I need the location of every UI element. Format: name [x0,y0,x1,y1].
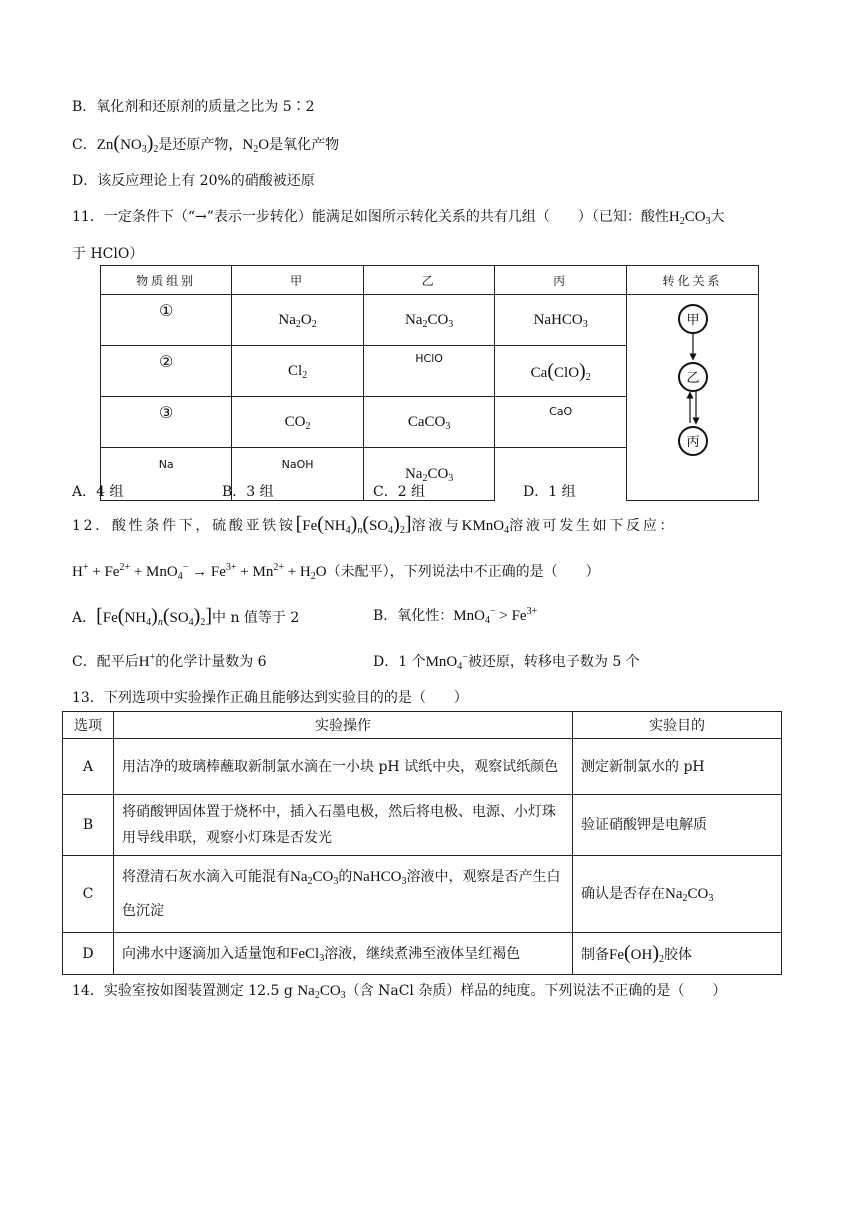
option-cell: D [63,933,114,975]
node-yi-label: 乙 [686,371,700,386]
q11-stem-cont: 于 HClO） [72,246,144,262]
table-header: 甲 [232,266,363,295]
node-jia-label: 甲 [686,313,700,328]
q14-stem: 14．实验室按如图装置测定 12.5 g $Na_2CO_3$（含 NaCl 杂质）样品的纯度。下列说法不正确的是（ ） [72,983,727,1001]
purpose-cell: 验证硝酸钾是电解质 [573,795,782,856]
cell-bing: $Na_2CO_3$ [363,448,495,501]
q12-stem: 12．酸性条件下，硫酸亚铁铵$[Fe(NH_4)_n(SO_4)_2]$溶液与KMnO$_4$溶液可发生如下反应： [72,513,677,536]
cell-bing: $Ca(ClO)_2$ [495,346,627,397]
purpose-cell: 制备$Fe(OH)_2$胶体 [573,933,782,975]
purpose-cell: 确认是否存在$Na_2CO_3$ [573,856,782,933]
conversion-diagram [627,295,759,501]
q11-option-b: B．3 组 [222,484,274,500]
group-number: ① [101,295,232,346]
q10-option-b: B．氧化剂和还原剂的质量之比为 5∶2 [72,99,315,115]
table-header: 转化关系 [627,266,759,295]
q12-option-a: A．$[Fe(NH_4)_n(SO_4)_2]$中 n 值等于 2 [72,605,300,628]
cell-yi: NaOH [232,448,363,501]
operation-cell: 将硝酸钾固体置于烧杯中，插入石墨电极，然后将电极、电源、小灯珠用导线串联，观察小灯珠是否发光 [114,795,573,856]
q10-option-c: C．$Zn(NO_3)_2$是还原产物，$N_2O$是氧化产物 [72,132,340,155]
table-header: 实验目的 [573,712,782,739]
cell-jia: Na [101,448,232,501]
purpose-cell: 测定新制氯水的 pH [573,739,782,795]
operation-cell: 将澄清石灰水滴入可能混有$Na_2CO_3$的NaHCO$_3$溶液中，观察是否产生白色沉淀 [114,856,573,933]
cell-jia: $Cl_2$ [232,346,363,397]
option-cell: A [63,739,114,795]
q11-option-c: C．2 组 [373,484,426,500]
q13-stem: 13．下列选项中实验操作正确且能够达到实验目的的是（ ） [72,690,468,706]
q13-table [62,711,782,975]
q12-option-c: C．配平后H+的化学计量数为 6 [72,652,267,670]
q11-stem: 11．一定条件下（“→”表示一步转化）能满足如图所示转化关系的共有几组（ ）（已知：酸性$H_2CO_3$大 [72,209,725,227]
table-header: 物质组别 [101,266,232,295]
cell-yi: CaCO$_3$ [363,397,495,448]
cell-yi: HClO [363,346,495,397]
conversion-diagram-svg [627,295,758,473]
q12-option-d: D．1 个MnO$_4$−被还原，转移电子数为 5 个 [373,652,640,672]
q11-option-a: A．4 组 [72,484,124,500]
cell-yi: $Na_2CO_3$ [363,295,495,346]
option-cell: C [63,856,114,933]
table-header: 选项 [63,712,114,739]
cell-jia: $CO_2$ [232,397,363,448]
table-header: 乙 [363,266,495,295]
q12-option-b: B．氧化性：$MnO_4^- > Fe^{3+}$ [373,606,538,626]
operation-cell: 向沸水中逐滴加入适量饱和FeCl$_3$溶液，继续煮沸至液体呈红褐色 [114,933,573,975]
cell-bing: NaHCO$_3$ [495,295,627,346]
group-number: ② [101,346,232,397]
group-number: ③ [101,397,232,448]
cell-bing: CaO [495,397,627,448]
operation-cell: 用洁净的玻璃棒蘸取新制氯水滴在一小块 pH 试纸中央，观察试纸颜色 [114,739,573,795]
node-bing-label: 丙 [686,435,700,450]
table-header: 实验操作 [114,712,573,739]
q10-option-d: D．该反应理论上有 20%的硝酸被还原 [72,173,315,189]
q11-option-d: D．1 组 [523,484,576,500]
option-cell: B [63,795,114,856]
q12-equation: $H^+ + Fe^{2+} + MnO_4^- \to Fe^{3+} + Mn^{2+} + H_2O$（未配平），下列说法中不正确的是（ ） [72,562,600,582]
q11-table [100,265,759,501]
table-header: 丙 [495,266,627,295]
cell-jia: $Na_2O_2$ [232,295,363,346]
